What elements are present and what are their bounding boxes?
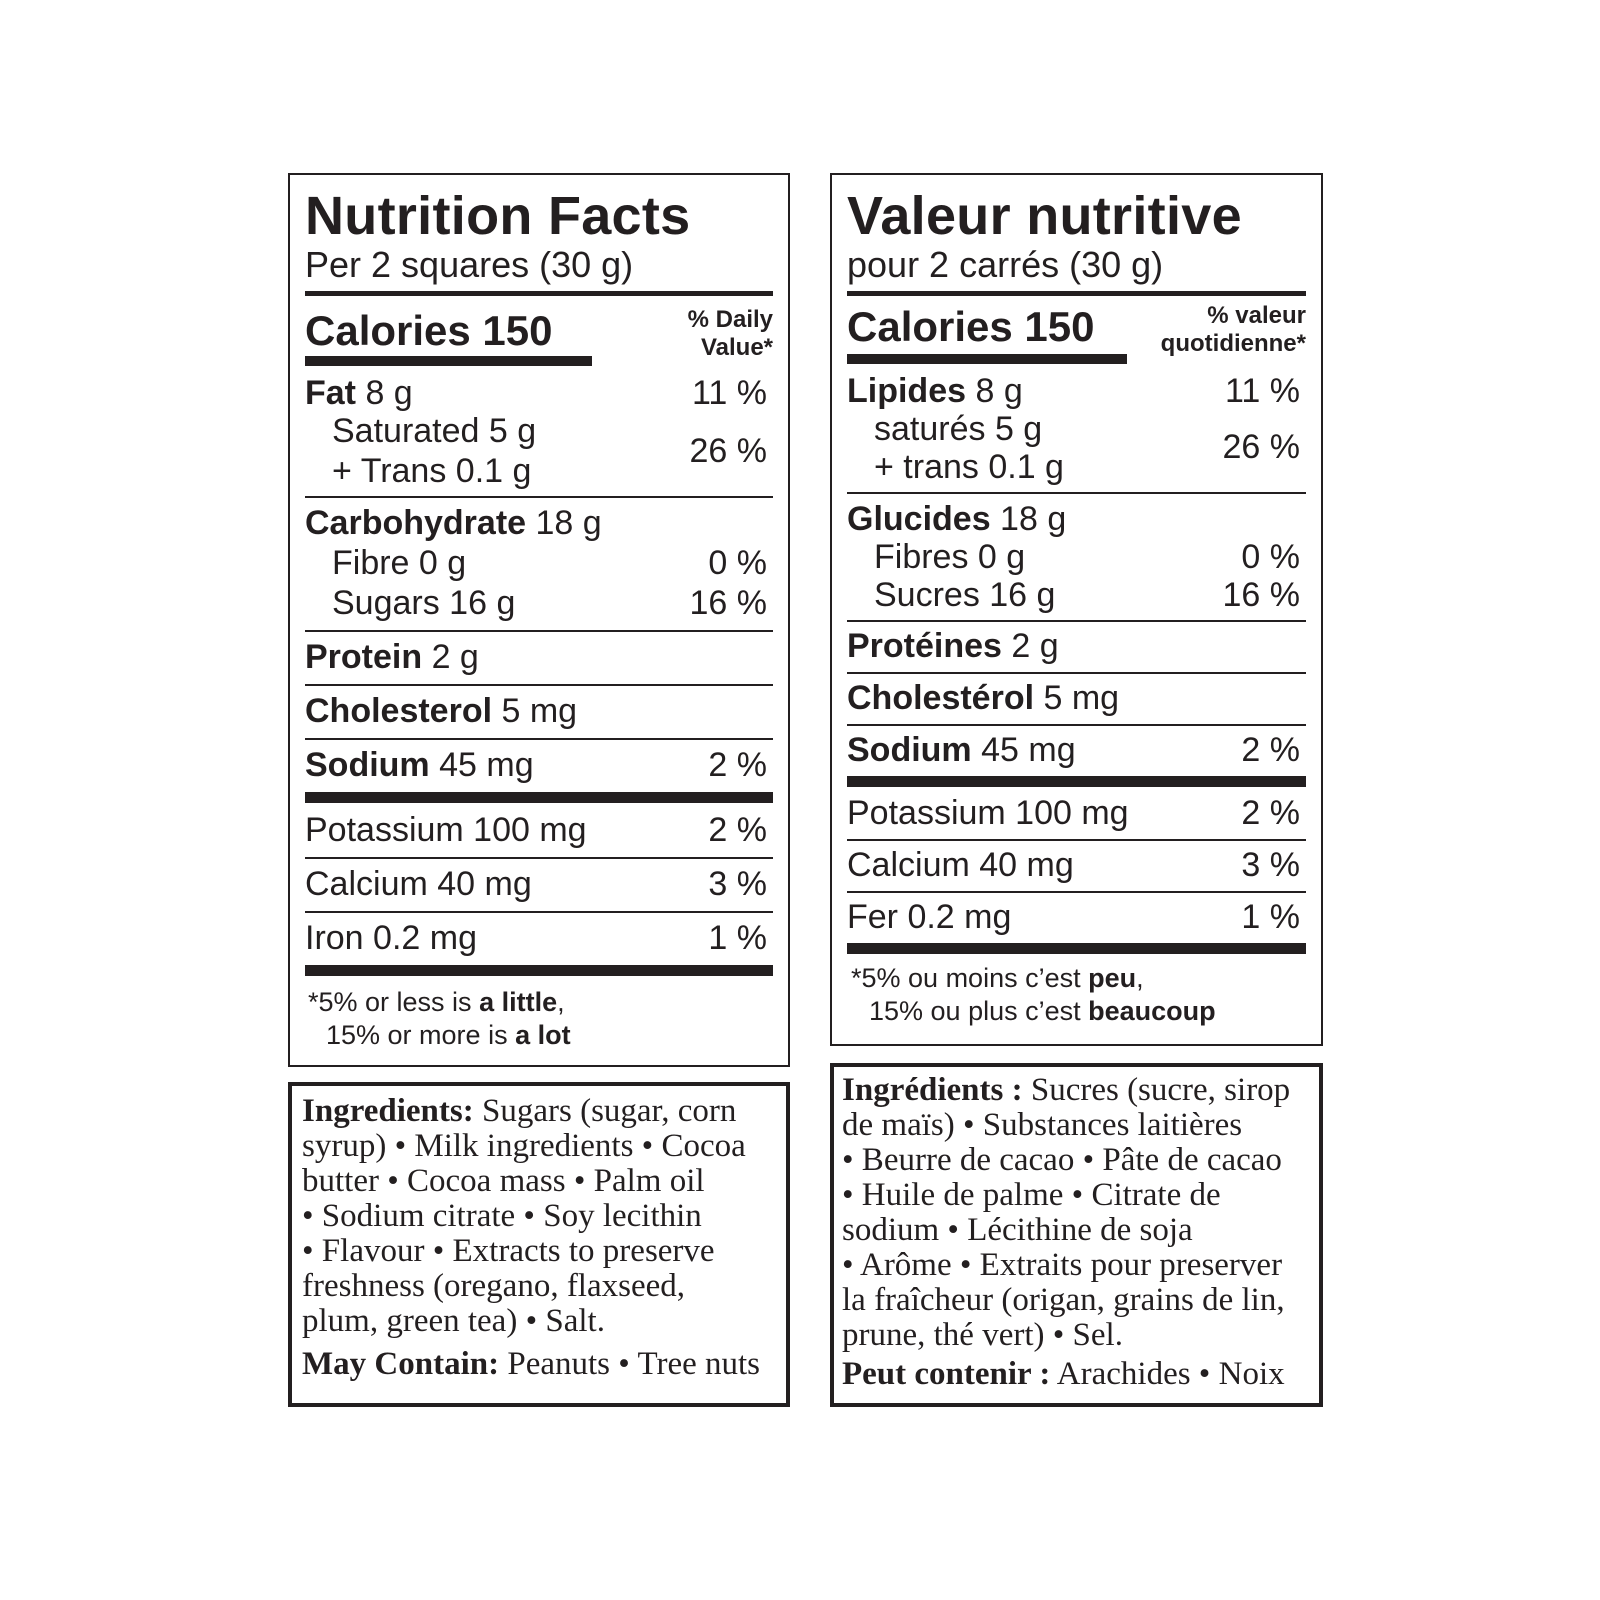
calories-row (847, 296, 1306, 364)
calories-bar (847, 354, 1127, 364)
fibre-label: Fibres 0 g (874, 538, 1026, 576)
cholesterol-row (847, 674, 1306, 724)
divider-heavy (847, 943, 1306, 954)
panel-title: Valeur nutritive (847, 186, 1242, 246)
sugars-label: Sugars 16 g (332, 584, 516, 622)
protein-row (847, 622, 1306, 672)
footnote-line2: 15% or more is a lot (326, 1020, 571, 1050)
saturated-label: saturés 5 g (874, 410, 1043, 448)
potassium-row (305, 803, 773, 857)
ingredients-line: de maïs) • Substances laitières (842, 1107, 1243, 1143)
nutrition-facts-panel-french (830, 173, 1323, 1046)
sugars-percent: 16 % (1222, 576, 1300, 614)
potassium-label: Potassium 100 mg (847, 794, 1129, 832)
ingredients-line: • Sodium citrate • Soy lecithin (302, 1198, 702, 1234)
fibre-percent: 0 % (708, 544, 767, 582)
footnote-line1: *5% or less is a little, (308, 987, 565, 1017)
sodium-label: Sodium 45 mg (305, 746, 534, 784)
ingredients-line: freshness (oregano, flaxseed, (302, 1268, 686, 1304)
ingredients-line: la fraîcheur (origan, grains de lin, (842, 1282, 1285, 1318)
potassium-percent: 2 % (708, 811, 767, 849)
iron-row (847, 893, 1306, 943)
iron-percent: 1 % (708, 919, 767, 957)
potassium-label: Potassium 100 mg (305, 811, 587, 849)
trans-label: + Trans 0.1 g (332, 452, 532, 490)
ingredients-line: sodium • Lécithine de soja (842, 1212, 1193, 1248)
calories-row (305, 296, 773, 366)
iron-row (305, 913, 773, 965)
fat-group (305, 366, 773, 496)
calories-label: Calories 150 (847, 303, 1095, 350)
sodium-label: Sodium 45 mg (847, 731, 1076, 769)
daily-value-header: % valeur quotidienne* (1160, 302, 1306, 357)
protein-label: Protein 2 g (305, 638, 479, 676)
footnote (851, 962, 1306, 1028)
divider-heavy (305, 965, 773, 976)
ingredients-panel-english (288, 1082, 790, 1407)
iron-label: Fer 0.2 mg (847, 898, 1012, 936)
sodium-percent: 2 % (708, 746, 767, 784)
calcium-label: Calcium 40 mg (847, 846, 1074, 884)
ingredients-text (302, 1094, 780, 1382)
ingredients-line: • Huile de palme • Citrate de (842, 1177, 1221, 1213)
saturated-trans-percent: 26 % (689, 432, 767, 470)
fat-label: Lipides 8 g (847, 372, 1023, 410)
ingredients-text (842, 1073, 1313, 1392)
trans-label: + trans 0.1 g (874, 448, 1064, 486)
cholesterol-label: Cholestérol 5 mg (847, 679, 1120, 717)
saturated-label: Saturated 5 g (332, 412, 537, 450)
ingredients-line: Ingredients: Sugars (sugar, corn (302, 1093, 737, 1129)
calcium-row (305, 859, 773, 911)
footnote (308, 986, 773, 1052)
divider-heavy (305, 792, 773, 803)
daily-value-header: % Daily Value* (687, 306, 773, 361)
carbohydrate-label: Carbohydrate 18 g (305, 504, 602, 542)
footnote-line1: *5% ou moins c’est peu, (851, 963, 1144, 993)
fat-percent: 11 % (692, 374, 767, 412)
ingredients-line: butter • Cocoa mass • Palm oil (302, 1163, 705, 1199)
carbohydrate-label: Glucides 18 g (847, 500, 1067, 538)
serving-size: Per 2 squares (30 g) (305, 244, 634, 285)
divider-heavy (847, 776, 1306, 787)
ingredients-line: syrup) • Milk ingredients • Cocoa (302, 1128, 746, 1164)
ingredients-line: plum, green tea) • Salt. (302, 1303, 605, 1339)
sugars-label: Sucres 16 g (874, 576, 1056, 614)
sodium-percent: 2 % (1241, 731, 1300, 769)
panel-title: Nutrition Facts (305, 186, 691, 246)
carbohydrate-group (305, 498, 773, 630)
fibre-label: Fibre 0 g (332, 544, 467, 582)
fibre-percent: 0 % (1241, 538, 1300, 576)
ingredients-label: Ingredients: (302, 1093, 474, 1129)
sugars-percent: 16 % (689, 584, 767, 622)
fat-percent: 11 % (1225, 372, 1300, 410)
ingredients-panel-french (830, 1063, 1323, 1407)
ingredients-label: Ingrédients : (842, 1072, 1023, 1108)
calcium-label: Calcium 40 mg (305, 865, 532, 903)
fat-label: Fat 8 g (305, 374, 413, 412)
calories-label: Calories 150 (305, 307, 553, 354)
calcium-percent: 3 % (708, 865, 767, 903)
ingredients-line: • Beurre de cacao • Pâte de cacao (842, 1142, 1282, 1178)
calories-bar (305, 356, 592, 366)
carbohydrate-group (847, 494, 1306, 620)
sodium-row (847, 726, 1306, 776)
calcium-row (847, 841, 1306, 891)
nutrition-facts-panel-english (288, 173, 790, 1067)
protein-label: Protéines 2 g (847, 627, 1059, 665)
may-contain: Peut contenir : Arachides • Noix (842, 1356, 1285, 1392)
protein-row (305, 632, 773, 684)
fat-group (847, 364, 1306, 492)
ingredients-line: prune, thé vert) • Sel. (842, 1317, 1123, 1353)
iron-percent: 1 % (1241, 898, 1300, 936)
ingredients-line: Ingrédients : Sucres (sucre, sirop (842, 1072, 1291, 1108)
cholesterol-label: Cholesterol 5 mg (305, 692, 578, 730)
potassium-percent: 2 % (1241, 794, 1300, 832)
potassium-row (847, 787, 1306, 839)
serving-size: pour 2 carrés (30 g) (847, 244, 1164, 285)
footnote-line2: 15% ou plus c’est beaucoup (869, 996, 1216, 1026)
saturated-trans-percent: 26 % (1222, 428, 1300, 466)
cholesterol-row (305, 686, 773, 738)
ingredients-line: • Arôme • Extraits pour preserver (842, 1247, 1283, 1283)
sodium-row (305, 740, 773, 792)
may-contain: May Contain: Peanuts • Tree nuts (302, 1346, 760, 1382)
calcium-percent: 3 % (1241, 846, 1300, 884)
iron-label: Iron 0.2 mg (305, 919, 477, 957)
ingredients-line: • Flavour • Extracts to preserve (302, 1233, 715, 1269)
